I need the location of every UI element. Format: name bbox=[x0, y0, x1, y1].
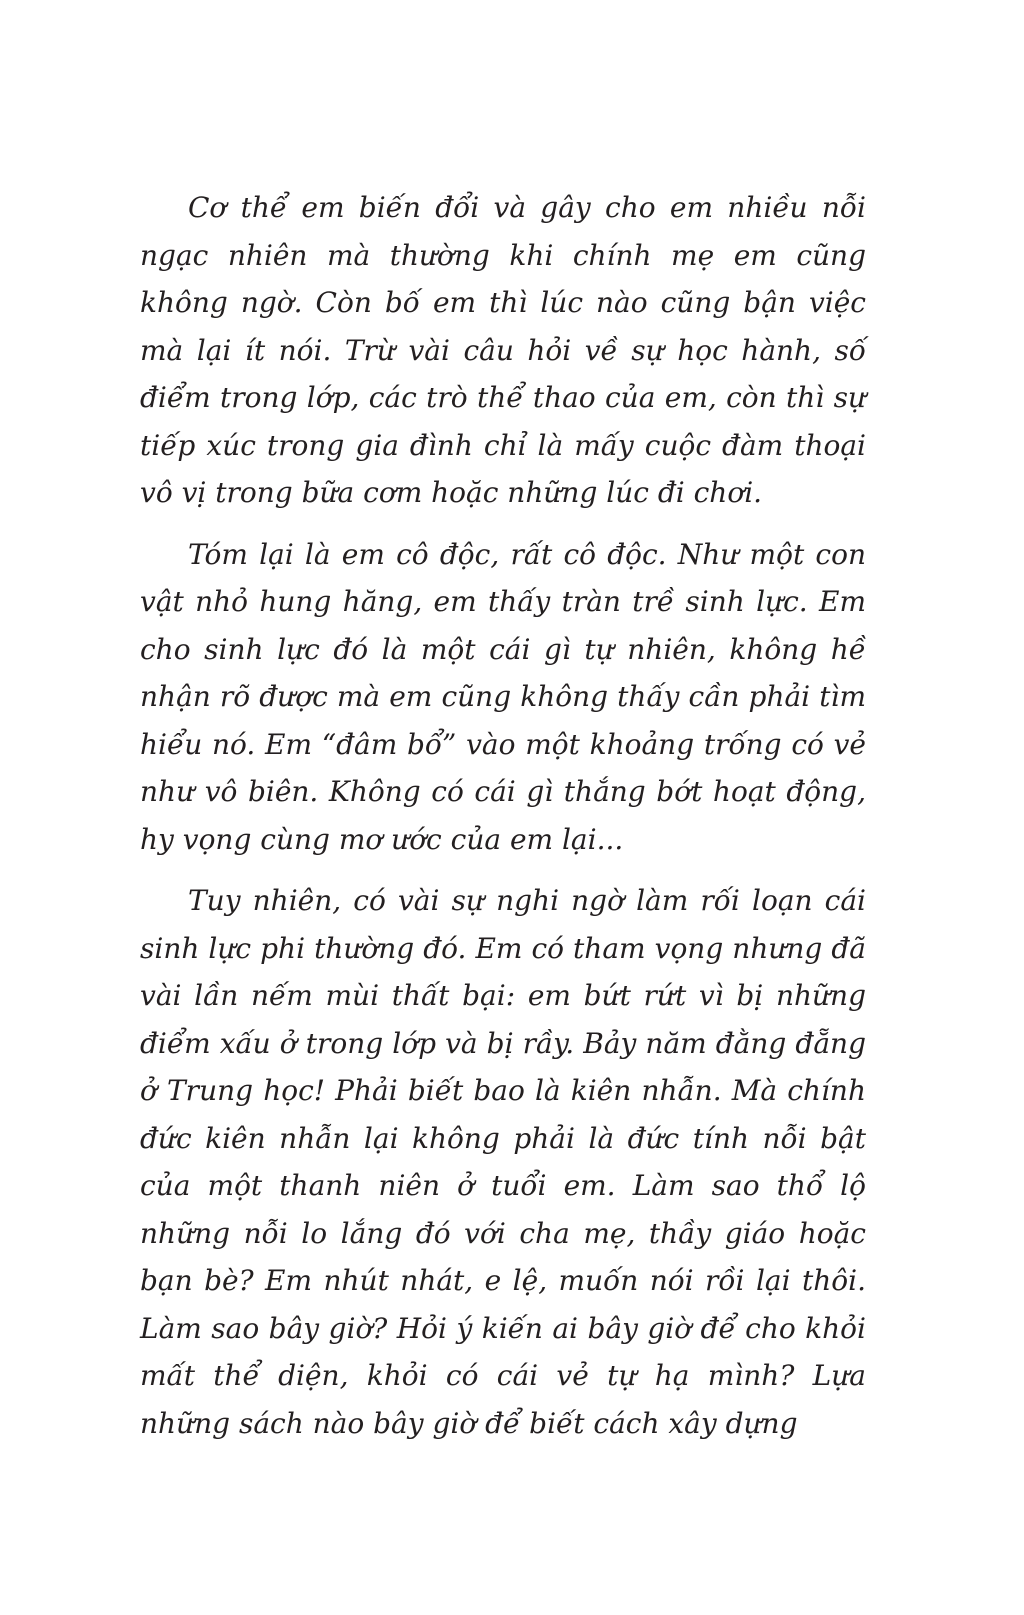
paragraph-2: Tóm lại là em cô độc, rất cô độc. Như một con vật nhỏ hung hăng, em thấy tràn trề sinh lực. Em cho sinh lực đó là một cái gì tự nhiên, không hề nhận rõ được mà em cũng không thấy cần phải tìm hiểu nó. Em “đâm bổ” vào một khoảng trống có vẻ như vô biên. Không có cái gì thắng bớt hoạt động, hy vọng cùng mơ ước của em lại... bbox=[140, 537, 866, 856]
paragraph-3: Tuy nhiên, có vài sự nghi ngờ làm rối loạn cái sinh lực phi thường đó. Em có tham vọng nhưng đã vài lần nếm mùi thất bại: em bứt rứt vì bị những điểm xấu ở trong lớp và bị rầy. Bảy năm đằng đẵng ở Trung học! Phải biết bao là kiên nhẫn. Mà chính đức kiên nhẫn lại không phải là đức tính nỗi bật của một thanh niên ở tuổi em. Làm sao thổ lộ những nỗi lo lắng đó với cha mẹ, thầy giáo hoặc bạn bè? Em nhút nhát, e lệ, muốn nói rồi lại thôi. Làm sao bây giờ? Hỏi ý kiến ai bây giờ để cho khỏi mất thể diện, khỏi có cái vẻ tự hạ mình? Lựa những sách nào bây giờ để biết cách xây dựng bbox=[140, 884, 866, 1440]
paragraph-1: Cơ thể em biến đổi và gây cho em nhiều nỗi ngạc nhiên mà thường khi chính mẹ em cũng không ngờ. Còn bố em thì lúc nào cũng bận việc mà lại ít nói. Trừ vài câu hỏi về sự học hành, số điểm trong lớp, các trò thể thao của em, còn thì sự tiếp xúc trong gia đình chỉ là mấy cuộc đàm thoại vô vị trong bữa cơm hoặc những lúc đi chơi. bbox=[140, 191, 866, 509]
page-body-text bbox=[140, 184, 866, 1447]
